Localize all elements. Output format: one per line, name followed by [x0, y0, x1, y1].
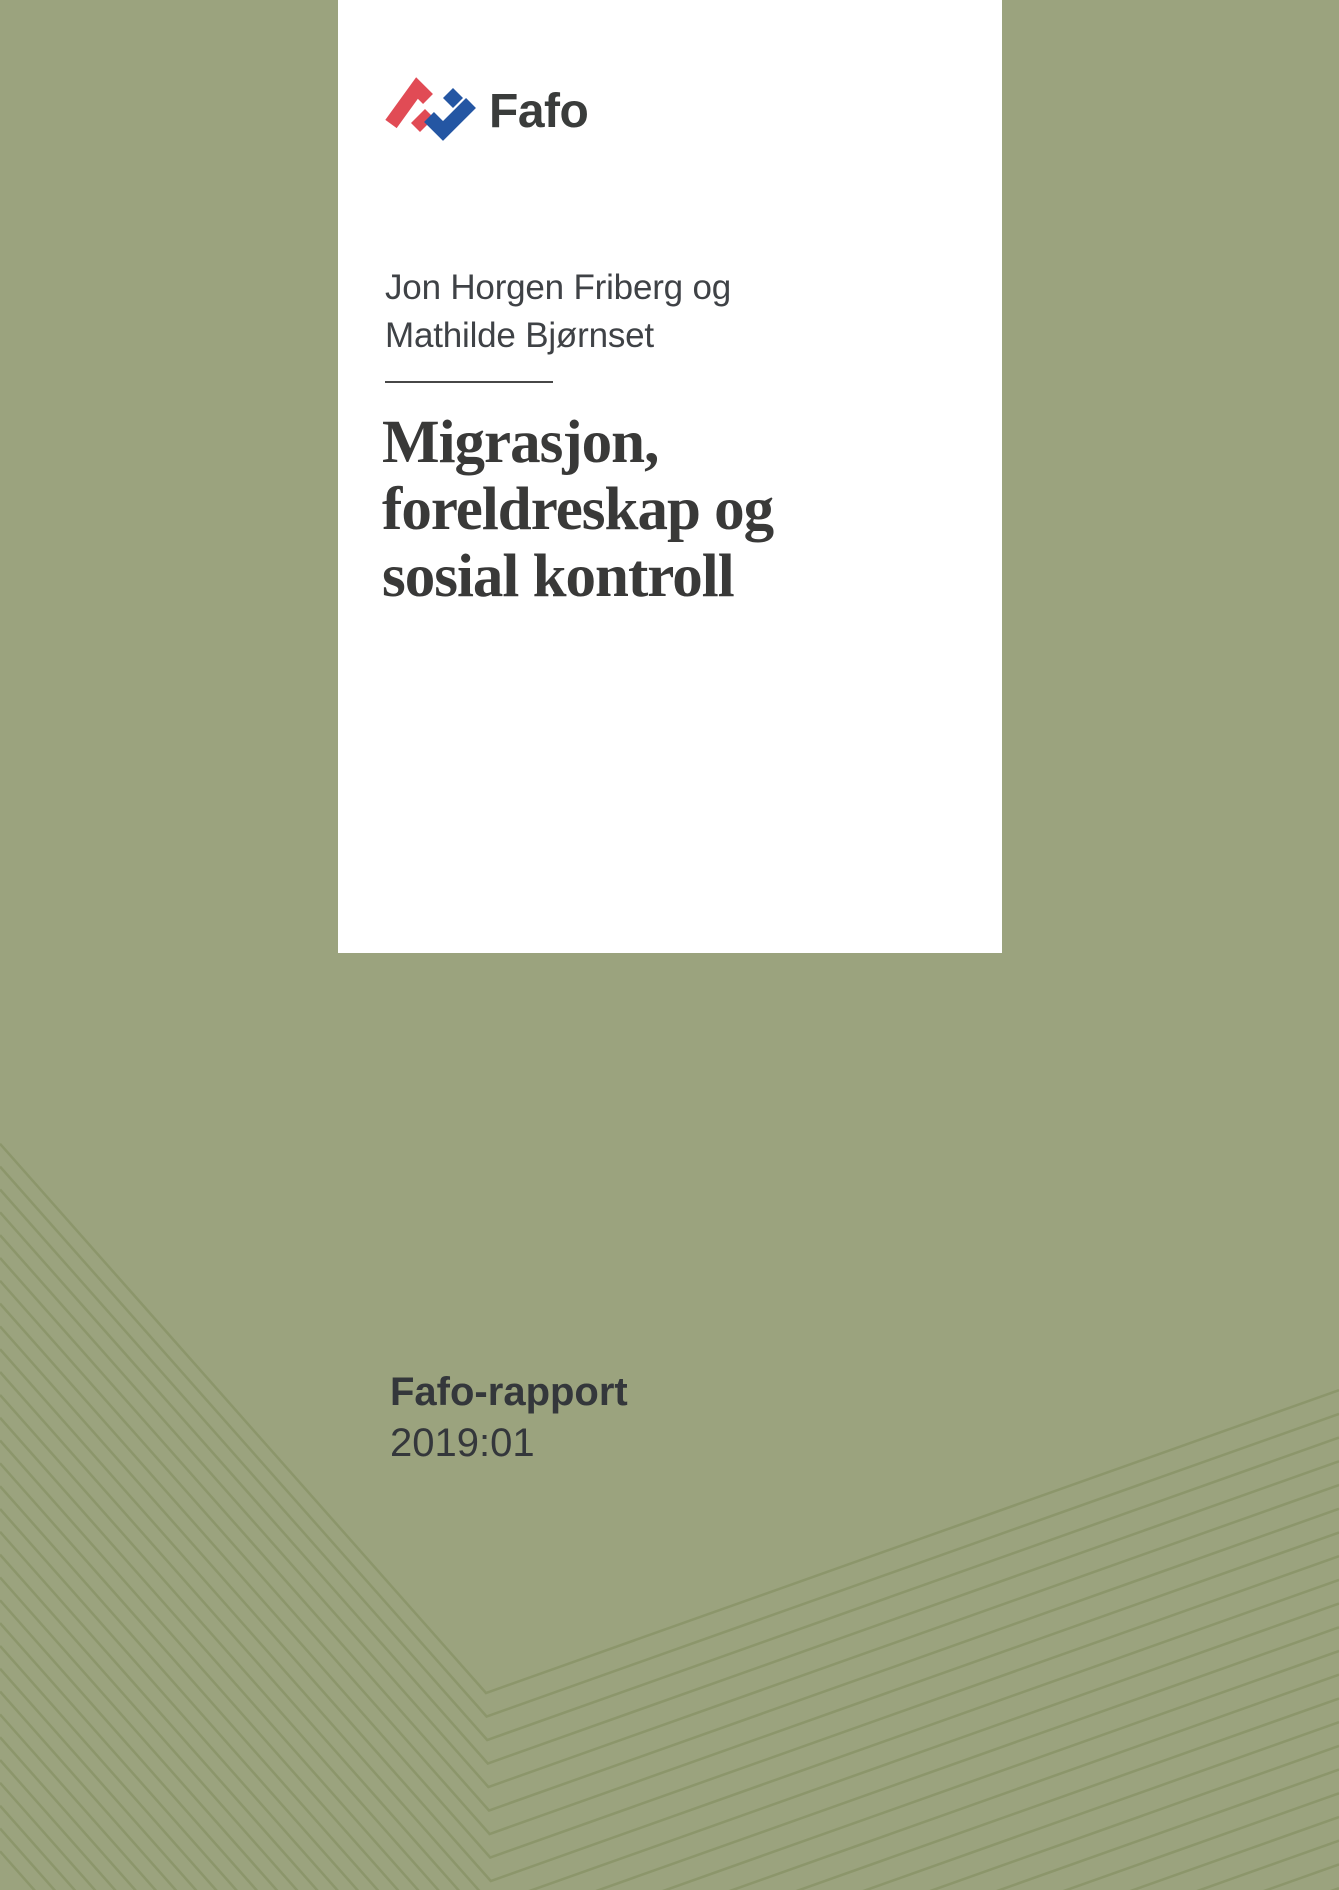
author-divider	[385, 381, 553, 383]
logo-blue-check	[429, 103, 471, 131]
fafo-wordmark: Fafo	[489, 85, 589, 138]
report-title	[382, 409, 773, 610]
author-line-1: Jon Horgen Friberg og	[385, 268, 731, 307]
title-line-1: Migrasjon,	[382, 409, 659, 476]
report-number: 2019:01	[390, 1421, 535, 1465]
report-series-block	[390, 1367, 628, 1469]
fafo-logo-icon	[383, 78, 479, 146]
report-cover-panel	[338, 0, 1002, 953]
title-line-2: foreldreskap og	[382, 476, 774, 543]
fafo-logo	[383, 78, 588, 146]
report-series-label: Fafo-rapport	[390, 1370, 628, 1414]
authors	[385, 264, 731, 360]
title-line-3: sosial kontroll	[382, 543, 734, 610]
author-line-2: Mathilde Bjørnset	[385, 316, 654, 355]
